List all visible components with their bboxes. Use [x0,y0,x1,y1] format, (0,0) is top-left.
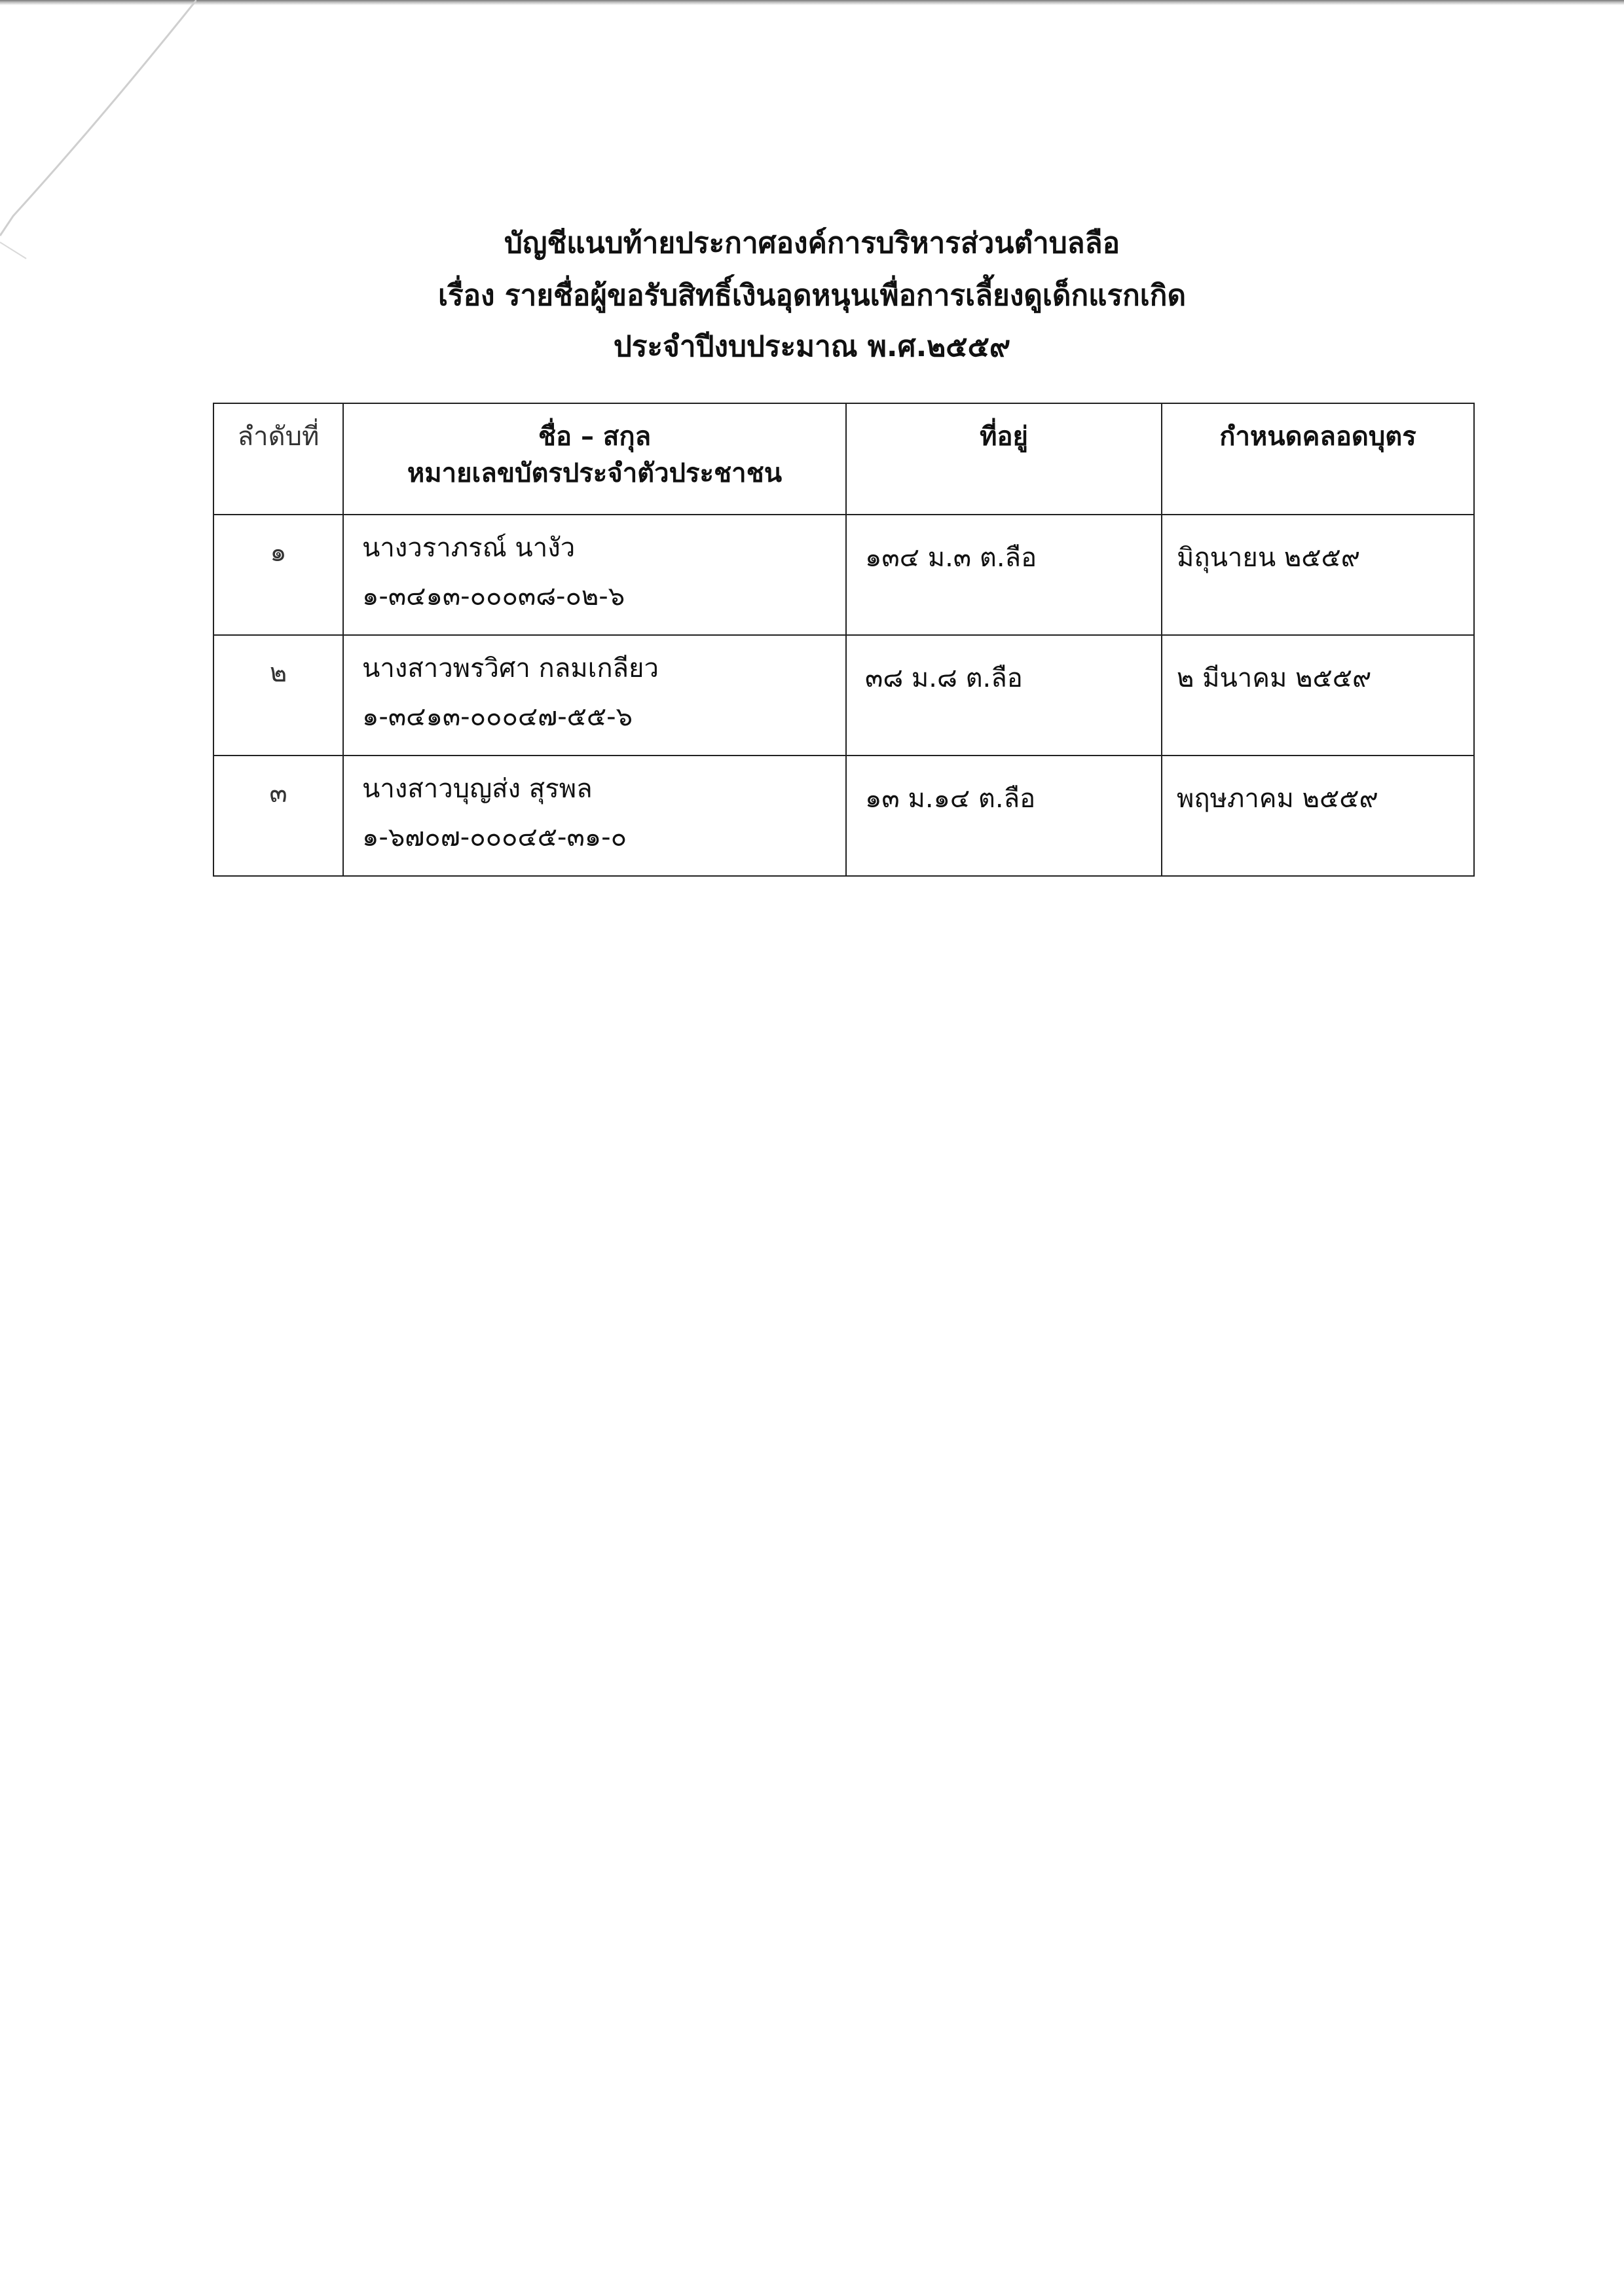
scan-top-edge [0,0,1624,5]
fiscal-year: ประจำปีงบประมาณ พ.ศ.๒๕๕๙ [613,330,1011,363]
table-header-row [213,403,1474,515]
document-title: บัญชีแนบท้ายประกาศองค์การบริหารส่วนตำบลลือ [504,227,1120,260]
due-date: ๒ มีนาคม ๒๕๕๙ [1162,635,1474,756]
due-date: มิถุนายน ๒๕๕๙ [1162,515,1474,635]
row-number: ๓ [213,756,343,876]
person-name: นางวราภรณ์ นางัว [362,533,576,563]
header-address: ที่อยู่ [846,403,1162,515]
table-row [213,515,1474,635]
person-name: นางสาวพรวิศา กลมเกลียว [362,653,659,683]
document-subject: เรื่อง รายชื่อผู้ขอรับสิทธิ์เงินอุดหนุนเพื่อการเลี้ยงดูเด็กแรกเกิด [437,279,1187,312]
id-number: ๑-๓๔๑๓-๐๐๐๔๗-๕๕-๖ [362,702,633,732]
row-number: ๑ [213,515,343,635]
header-name-id [343,403,846,515]
row-name-cell [343,756,846,876]
row-number: ๒ [213,635,343,756]
person-name: นางสาวบุญส่ง สุรพล [362,774,593,804]
recipients-table [213,403,1475,877]
row-name-cell [343,515,846,635]
address: ๑๓๔ ม.๓ ต.ลือ [846,515,1162,635]
address: ๑๓ ม.๑๔ ต.ลือ [846,756,1162,876]
header-id-number: หมายเลขบัตรประจำตัวประชาชน [407,458,783,488]
header-name: ชื่อ – สกุล [538,422,652,452]
row-name-cell [343,635,846,756]
table-row [213,635,1474,756]
id-number: ๑-๓๔๑๓-๐๐๐๓๘-๐๒-๖ [362,581,625,611]
address: ๓๘ ม.๘ ต.ลือ [846,635,1162,756]
id-number: ๑-๖๗๐๗-๐๐๐๔๕-๓๑-๐ [362,822,627,852]
table-row [213,756,1474,876]
due-date: พฤษภาคม ๒๕๕๙ [1162,756,1474,876]
header-due-date: กำหนดคลอดบุตร [1162,403,1474,515]
header-order-no: ลำดับที่ [213,403,343,515]
